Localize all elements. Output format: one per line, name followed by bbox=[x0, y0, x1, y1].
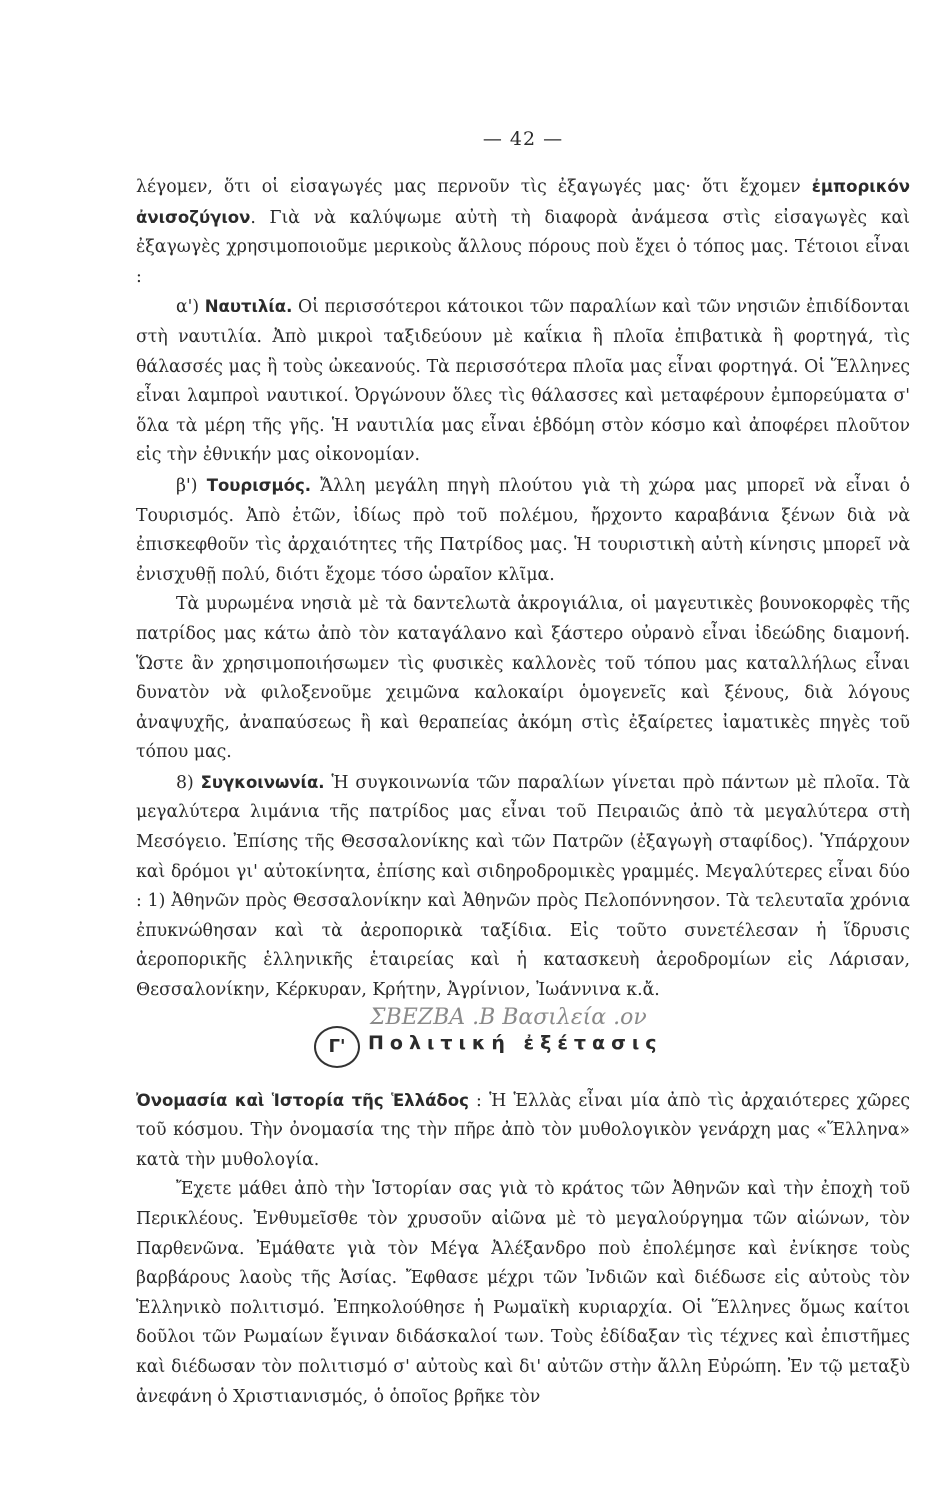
paragraph bbox=[136, 768, 910, 1006]
text-run: Ἡ συγκοινωνία τῶν παραλίων γίνεται πρὸ πάντων μὲ πλοῖα. Τὰ μεγαλύτερα λιμάνια τῆς πατρίδος μας εἶναι τοῦ Πειραιῶς ἀπὸ τὰ μεγαλύτερα στὴ Μεσόγειο. Ἐπίσης τῆς Θεσσαλονίκης καὶ τῶν Πατρῶν (ἐξαγωγὴ σταφίδος). Ὑπάρχουν καὶ δρόμοι γι' αὐτοκίνητα, ἐπίσης καὶ σιδηροδρομικὲς γραμμές. Μεγαλύτερες εἶναι δύο : 1) Ἀθηνῶν πρὸς Θεσσαλονίκην καὶ Ἀθηνῶν πρὸς Πελοπόννησον. Τὰ τελευταῖα χρόνια ἐπυκνώθησαν καὶ τὰ ἀεροπορικὰ ταξίδια. Εἰς τοῦτο συνετέλεσαν ἡ ἵδρυσις ἀεροπορικῆς ἑλληνικῆς ἑταιρείας καὶ ἡ κατασκευὴ ἀεροδρομίων εἰς Λάρισαν, Θεσσαλονίκην, Κέρκυραν, Κρήτην, Ἀγρίνιον, Ἰωάννινα κ.ἄ. bbox=[136, 772, 910, 1001]
paragraph bbox=[136, 172, 910, 292]
paragraph bbox=[136, 292, 910, 471]
paragraph bbox=[136, 1086, 910, 1176]
bold-heading: Συγκοινωνία. bbox=[200, 772, 325, 792]
paragraph bbox=[136, 590, 910, 768]
text-run: 8) bbox=[176, 772, 201, 793]
section-heading bbox=[136, 1004, 910, 1078]
paragraph bbox=[136, 471, 910, 590]
svg-text:ΣΒΕΖΒΑ .Β Βασιλεία .ον: ΣΒΕΖΒΑ .Β Βασιλεία .ον bbox=[370, 1004, 647, 1030]
section-body-text bbox=[136, 1086, 910, 1413]
bold-heading: Ὀνομασία καὶ Ἱστορία τῆς Ἑλλάδος bbox=[136, 1090, 469, 1110]
book-page bbox=[136, 0, 910, 1412]
bold-heading: Τουρισμός. bbox=[206, 475, 312, 495]
text-run: Τὰ μυρωμένα νησιὰ μὲ τὰ δαντελωτὰ ἀκρογιάλια, οἱ μαγευτικὲς βουνοκορφὲς τῆς πατρίδος μας κάτω ἀπὸ τὸν καταγάλανο καὶ ξάστερο οὐρανὸ εἶναι ἰδεώδης διαμονή. Ὥστε ἂν χρησιμοποιήσωμεν τὶς φυσικὲς καλλονὲς τοῦ τόπου μας καταλλήλως εἶναι δυνατὸν νὰ φιλοξενοῦμε χειμῶνα καλοκαίρι ὁμογενεῖς καὶ ξένους, διὰ λόγους ἀναψυχῆς, ἀναπαύσεως ἢ καὶ θεραπείας ἀκόμη στὶς ἐξαίρετες ἰαματικὲς πηγὲς τοῦ τόπου μας. bbox=[136, 594, 910, 763]
body-text bbox=[136, 172, 910, 1006]
section-title: Πολιτική ἐξέτασις bbox=[368, 1031, 663, 1054]
handwritten-note bbox=[368, 1002, 808, 1032]
text-run: β') bbox=[176, 475, 207, 496]
section-letter-badge: Γ' bbox=[314, 1026, 360, 1068]
text-run: Οἱ περισσότεροι κάτοικοι τῶν παραλίων καὶ τῶν νησιῶν ἐπιδίδονται στὴ ναυτιλία. Ἀπὸ μικροὶ ταξιδεύουν μὲ καΐκια ἢ πλοῖα ἐπιβατικὰ ἢ φορτηγά, τὶς θάλασσές μας ἢ τοὺς ὠκεανούς. Τὰ περισσότερα πλοῖα μας εἶναι φορτηγά. Οἱ Ἕλληνες εἶναι λαμπροὶ ναυτικοί. Ὀργώνουν ὅλες τὶς θάλασσες καὶ μεταφέρουν ἐμπορεύματα σ' ὅλα τὰ μέρη τῆς γῆς. Ἡ ναυτιλία μας εἶναι ἑβδόμη στὸν κόσμο καὶ ἀποφέρει πλοῦτον εἰς τὴν ἐθνικήν μας οἰκονομίαν. bbox=[136, 297, 910, 466]
text-run: Ἄλλη μεγάλη πηγὴ πλούτου γιὰ τὴ χώρα μας μπορεῖ νὰ εἶναι ὁ Τουρισμός. Ἀπὸ ἐτῶν, ἰδίως πρὸ τοῦ πολέμου, ἤρχοντο καραβάνια ξένων διὰ νὰ ἐπισκεφθοῦν τὶς ἀρχαιότητες τῆς Πατρίδος μας. Ἡ τουριστικὴ αὐτὴ κίνησις μπορεῖ νὰ ἐνισχυθῇ πολύ, διότι ἔχομε τόσο ὡραῖον κλῖμα. bbox=[136, 475, 910, 585]
text-run: . Γιὰ νὰ καλύψωμε αὐτὴ τὴ διαφορὰ ἀνάμεσα στὶς εἰσαγωγὲς καὶ ἐξαγωγὲς χρησιμοποιοῦμε μερικοὺς ἄλλους πόρους ποὺ ἔχει ὁ τόπος μας. Τέτοιοι εἶναι : bbox=[136, 207, 910, 287]
text-run: : Ἡ Ἑλλὰς εἶναι μία ἀπὸ τὶς ἀρχαιότερες χῶρες τοῦ κόσμου. Τὴν ὀνομασία της τὴν πῆρε ἀπὸ τὸν μυθολογικὸν γενάρχη μας «Ἕλληνα» κατὰ τὴν μυθολογία. bbox=[136, 1090, 910, 1170]
page-number: — 42 — bbox=[482, 128, 564, 150]
bold-heading: ἐμπορικόν ἀνισοζύγιον bbox=[136, 177, 910, 227]
paragraph bbox=[136, 1175, 910, 1412]
bold-heading: Ναυτιλία. bbox=[204, 297, 293, 317]
text-run: Ἔχετε μάθει ἀπὸ τὴν Ἱστορίαν σας γιὰ τὸ κράτος τῶν Ἀθηνῶν καὶ τὴν ἐποχὴ τοῦ Περικλέους. Ἐνθυμεῖσθε τὸν χρυσοῦν αἰῶνα μὲ τὸ μεγαλούργημα τῶν αἰώνων, τὸν Παρθενῶνα. Ἐμάθατε γιὰ τὸν Μέγα Ἀλέξανδρο ποὺ ἐπολέμησε καὶ ἐνίκησε τοὺς βαρβάρους λαοὺς τῆς Ἀσίας. Ἔφθασε μέχρι τῶν Ἰνδιῶν καὶ διέδωσε εἰς αὐτοὺς τὸν Ἑλληνικὸ πολιτισμό. Ἐπηκολούθησε ἡ Ρωμαϊκὴ κυριαρχία. Οἱ Ἕλληνες ὅμως καίτοι δοῦλοι τῶν Ρωμαίων ἔγιναν διδάσκαλοί των. Τοὺς ἐδίδαξαν τὶς τέχνες καὶ ἐπιστῆμες καὶ διέδωσαν τὸν πολιτισμό σ' αὐτοὺς καὶ δι' αὐτῶν στὴν ἄλλη Εὐρώπη. Ἐν τῷ μεταξὺ ἀνεφάνη ὁ Χριστιανισμός, ὁ ὁποῖος βρῆκε τὸν bbox=[136, 1179, 910, 1407]
text-run: α') bbox=[176, 297, 205, 318]
text-run: λέγομεν, ὅτι οἱ εἰσαγωγές μας περνοῦν τὶς ἐξαγωγές μας· ὅτι ἔχομεν bbox=[136, 177, 812, 197]
